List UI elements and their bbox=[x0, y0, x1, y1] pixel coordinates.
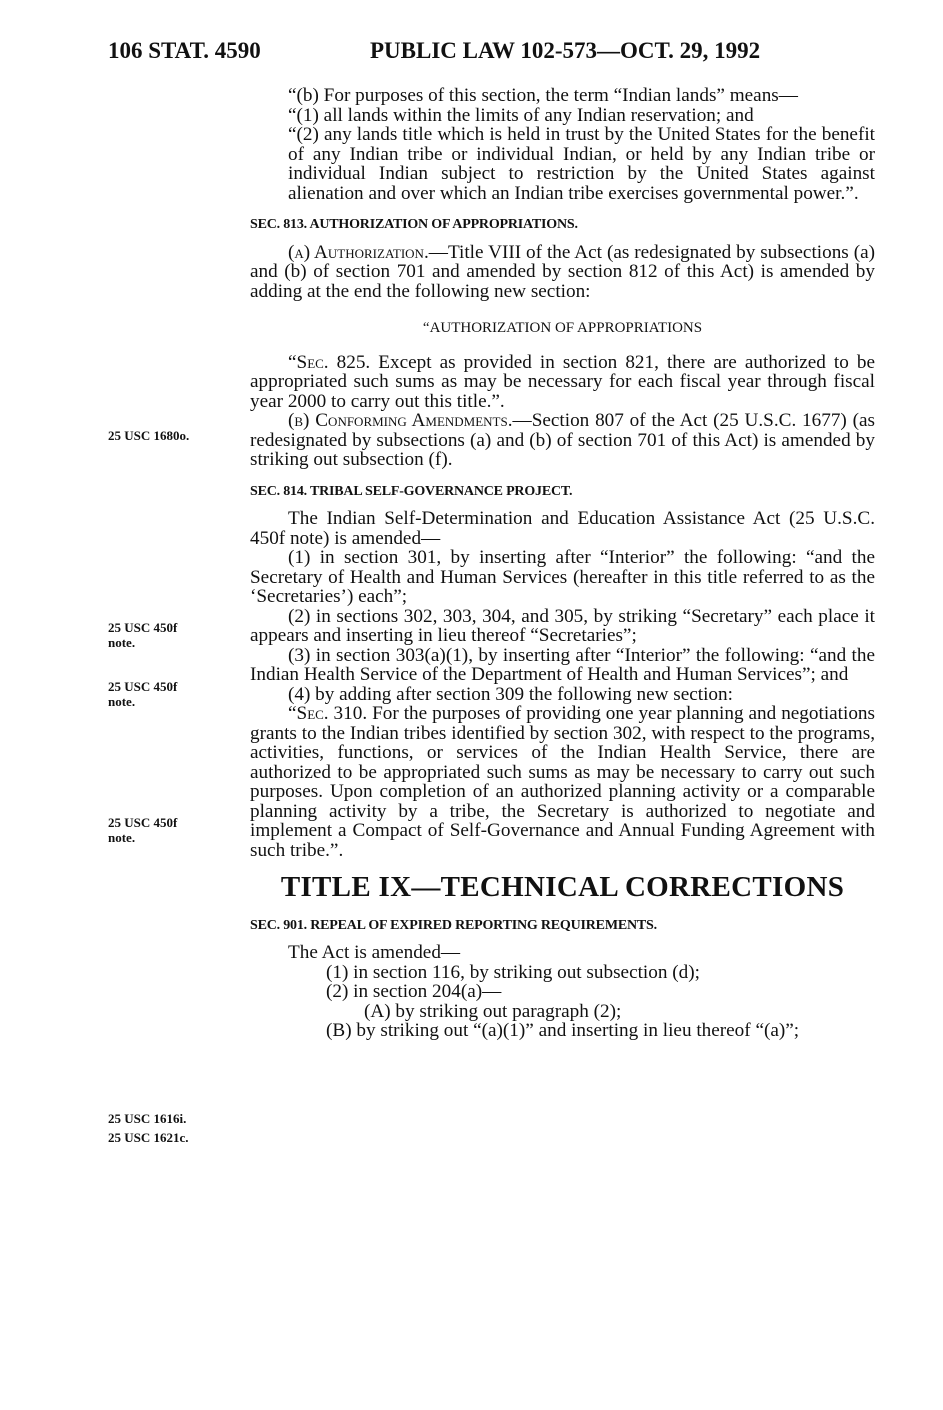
caption-authorization: (a) Authorization. bbox=[288, 241, 429, 263]
caption-conforming-amendments: (b) Conforming Amendments. bbox=[288, 410, 513, 431]
paragraph-b1: “(1) all lands within the limits of any Indian reservation; and bbox=[288, 104, 754, 126]
paragraph-a-authorization: (a) Authorization.—Title VIII of the Act (as redesignated by subsections (a) and (b) of section 701 and amended by section 812 of this Act) is amended by adding at the end the following new section: bbox=[250, 241, 875, 302]
item-4-sec309: (4) by adding after section 309 the following new section: bbox=[288, 683, 733, 705]
item-j1: (1) in section 116, by striking out subsection (d); bbox=[326, 961, 700, 983]
paragraph-b2: “(2) any lands title which is held in trust by the United States for the benefit of any Indian tribe or individual Indian, or held by any Indian tribe or individual Indian subject to restriction by the United States against alienation and over which an Indian tribe exercises governmental power.”. bbox=[288, 124, 875, 204]
item-3-sec303: (3) in section 303(a)(1), by inserting after “Interior” the following: “and the Indian Health Service of the Department of Health and Human Services”; and bbox=[250, 644, 875, 685]
item-jA: (A) by striking out paragraph (2); bbox=[364, 1000, 622, 1022]
title-ix-heading: TITLE IX—TECHNICAL CORRECTIONS bbox=[280, 871, 845, 903]
section-heading-901: SEC. 901. REPEAL OF EXPIRED REPORTING REQUIREMENTS. bbox=[250, 917, 657, 933]
definition-paragraph: “(b) For purposes of this section, the term “Indian lands” means— bbox=[288, 85, 798, 106]
margin-note-1680o: 25 USC 1680o. bbox=[108, 428, 190, 443]
section-heading-814: SEC. 814. TRIBAL SELF-GOVERNANCE PROJECT. bbox=[250, 483, 573, 499]
margin-note-1616i: 25 USC 1616i. bbox=[108, 1111, 187, 1126]
margin-note-450f-a: 25 USC 450f note. bbox=[108, 620, 178, 650]
paragraph-901-intro: The Act is amended— bbox=[288, 942, 461, 963]
paragraph-b-conforming: (b) Conforming Amendments.—Section 807 of the Act (25 U.S.C. 1677) (as redesignated by subsections (a) and (b) of section 701 of this Act) is amended by striking out subsection (f). bbox=[250, 410, 875, 470]
section-heading-813: SEC. 813. AUTHORIZATION OF APPROPRIATIONS. bbox=[250, 217, 578, 232]
item-jB: (B) by striking out “(a)(1)” and inserting in lieu thereof “(a)”; bbox=[326, 1020, 800, 1041]
paragraph-814-intro: The Indian Self-Determination and Education Assistance Act (25 U.S.C. 450f note) is amended— bbox=[250, 508, 875, 549]
statute-page-number: 106 STAT. 4590 bbox=[108, 38, 261, 63]
public-law-citation: PUBLIC LAW 102-573—OCT. 29, 1992 bbox=[370, 38, 761, 63]
item-1-sec301: (1) in section 301, by inserting after “Interior” the following: “and the Secretary of Health and Human Services (hereafter in this title referred to as the ‘Secretaries’) each”; bbox=[250, 547, 875, 607]
item-j2: (2) in section 204(a)— bbox=[326, 981, 502, 1002]
margin-note-450f-b: 25 USC 450f note. bbox=[108, 679, 178, 709]
inserted-heading: “AUTHORIZATION OF APPROPRIATIONS bbox=[422, 320, 703, 336]
margin-note-450f-c: 25 USC 450f note. bbox=[108, 815, 178, 845]
item-2-sec302: (2) in sections 302, 303, 304, and 305, by striking “Secretary” each place it appears and inserting in lieu thereof “Secretaries”; bbox=[250, 605, 875, 646]
margin-note-1621c: 25 USC 1621c. bbox=[108, 1130, 189, 1145]
section-310-text: “Sec. 310. For the purposes of providing one year planning and negotiations grants to the Indian tribes identified by section 302, with respect to the programs, activities, functions, or services of the Indian Health Service, there are authorized to be appropriated such sums as may be necessary to carry out such purposes. Upon completion of an authorized planning activity or a comparable planning activity by a tribe, the Secretary is authorized to negotiate and implement a Compact of Self-Governance and Annual Funding Agreement with such tribe.”. bbox=[250, 703, 875, 861]
section-825-text: “Sec. 825. Except as provided in section 821, there are authorized to be appropriated such sums as may be necessary for each fiscal year through fiscal year 2000 to carry out this title.”. bbox=[250, 351, 875, 412]
document-body bbox=[250, 86, 875, 1041]
